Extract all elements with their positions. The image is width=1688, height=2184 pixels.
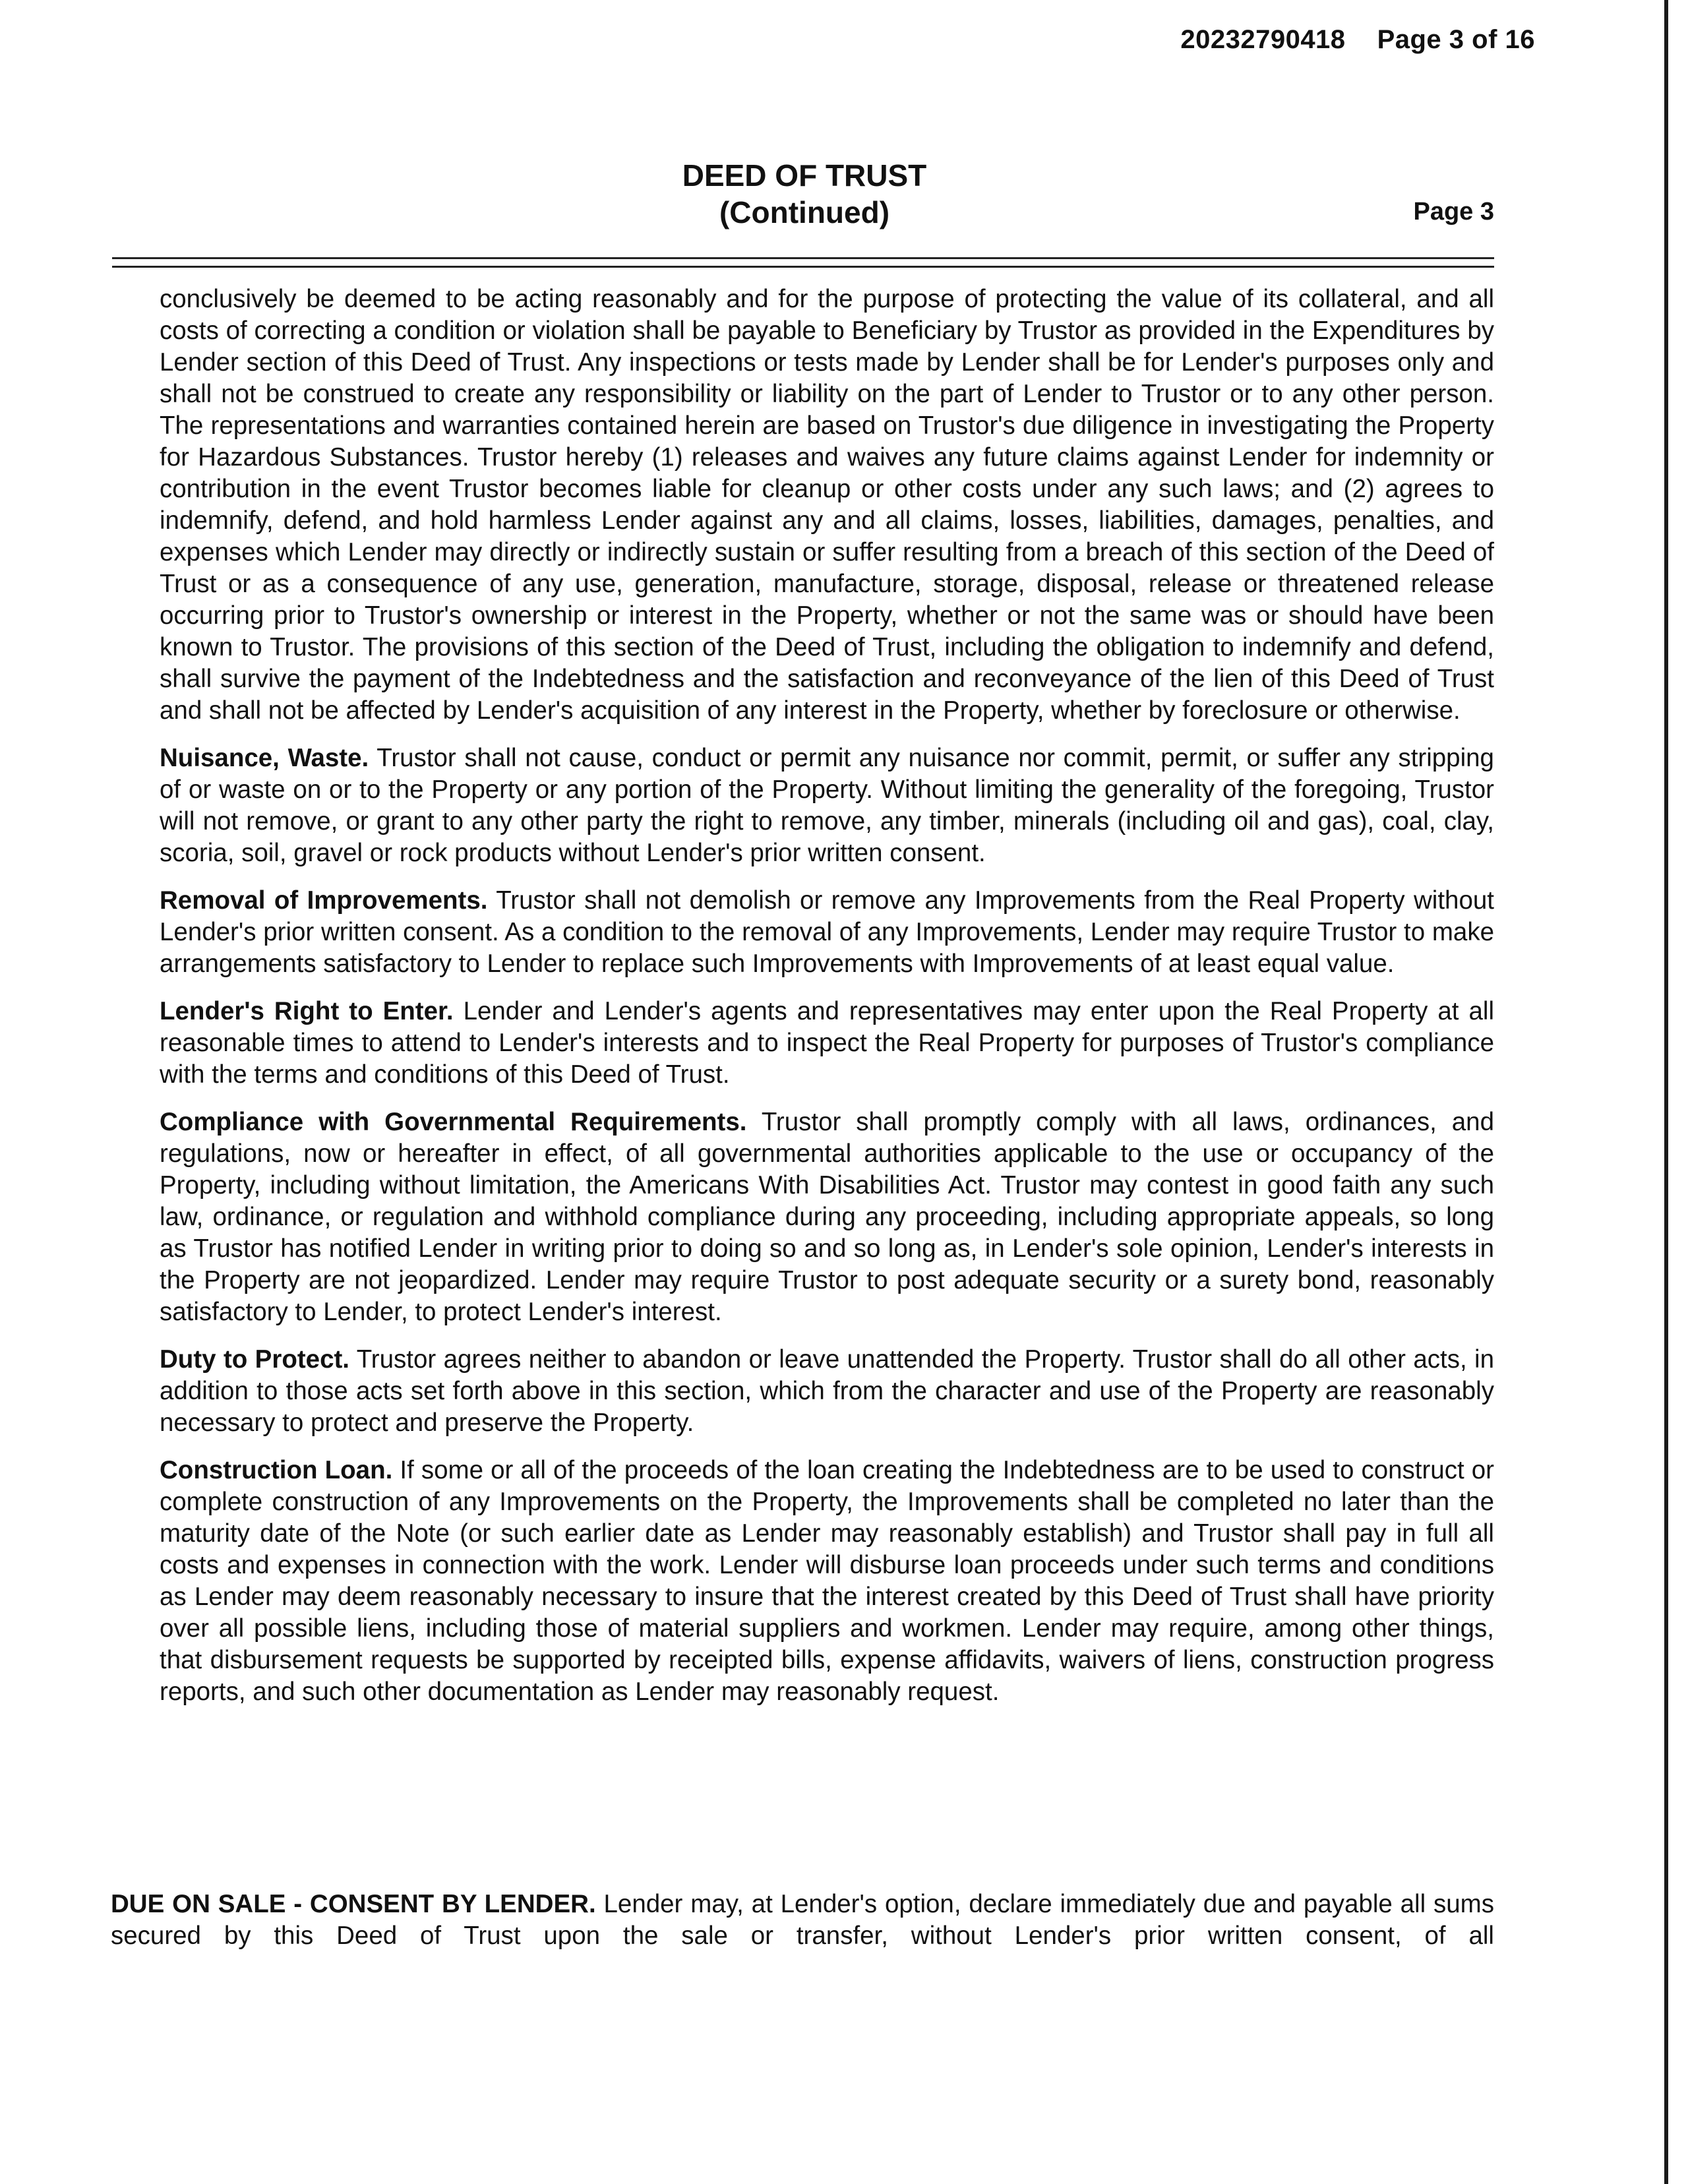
document-title: DEED OF TRUST [682, 158, 927, 193]
section-text: If some or all of the proceeds of the loan creating the Indebtedness are to be used to construct or complete construction of any Improvements on the Property, the Improvements shall be completed no later than the maturity date of the Note (or such earlier date as Lender may reasonably establish) and Trustor shall pay in full all costs and expenses in connection with the work. Lender will disburse loan proceeds under such terms and conditions as Lender may deem reasonably necessary to insure that the interest created by this Deed of Trust shall have priority over all possible liens, including those of material suppliers and workmen. Lender may require, among other things, that disbursement requests be supported by receipted bills, expense affidavits, waivers of liens, construction progress reports, and such other documentation as Lender may reasonably request. [160, 1456, 1494, 1706]
section-heading: Nuisance, Waste. [160, 744, 369, 772]
section-compliance-governmental [160, 1107, 1494, 1328]
due-on-sale-text: Lender may, at Lender's option, declare immediately due and payable all sums secured by this Deed of Trust upon the sale or transfer, without Lender's prior written consent, of all [111, 1890, 1494, 1950]
due-on-sale-heading: DUE ON SALE - CONSENT BY LENDER. [111, 1890, 596, 1918]
page-label: Page 3 [1413, 198, 1494, 226]
document-title-block [580, 157, 1029, 231]
section-text: Trustor shall not cause, conduct or permit any nuisance nor commit, permit, or suffer any stripping of or waste on or to the Property or any portion of the Property. Without limiting the generality of the foregoing, Trustor will not remove, or grant to any other party the right to remove, any timber, minerals (including oil and gas), coal, clay, scoria, soil, gravel or rock products without Lender's prior written consent. [160, 744, 1494, 867]
section-heading: Construction Loan. [160, 1456, 393, 1484]
section-text: Trustor shall promptly comply with all laws, ordinances, and regulations, now or hereafter in effect, of all governmental authorities applicable to the use or occupancy of the Property, including without limitation, the Americans With Disabilities Act. Trustor may contest in good faith any such law, ordinance, or regulation and withhold compliance during any proceeding, including appropriate appeals, so long as Trustor has notified Lender in writing prior to doing so and so long as, in Lender's sole opinion, Lender's interests in the Property are not jeopardized. Lender may require Trustor to post adequate security or a surety bond, reasonably satisfactory to Lender, to protect Lender's interest. [160, 1108, 1494, 1326]
document-number: 20232790418 [1180, 25, 1346, 54]
section-text: Trustor shall not demolish or remove any Improvements from the Real Property without Lender's prior written consent. As a condition to the removal of any Improvements, Lender may require Trustor to make arrangements satisfactory to Lender to replace such Improvements with Improvements of at least equal value. [160, 886, 1494, 978]
header-rule-top [112, 257, 1494, 259]
section-nuisance-waste [160, 743, 1494, 869]
document-body [160, 284, 1494, 1724]
section-removal-of-improvements [160, 885, 1494, 980]
scan-page-edge [1664, 0, 1668, 2184]
section-lenders-right-to-enter [160, 996, 1494, 1091]
section-heading: Compliance with Governmental Requirements. [160, 1108, 747, 1136]
section-text: Lender and Lender's agents and representatives may enter upon the Real Property at all reasonable times to attend to Lender's interests and to inspect the Real Property for purposes of Trustor's compliance with the terms and conditions of this Deed of Trust. [160, 997, 1494, 1089]
section-duty-to-protect [160, 1344, 1494, 1439]
header-rule-bottom [112, 266, 1494, 268]
section-text: Trustor agrees neither to abandon or leave unattended the Property. Trustor shall do all other acts, in addition to those acts set forth above in this section, which from the character and use of the Property are reasonably necessary to protect and preserve the Property. [160, 1345, 1494, 1437]
section-construction-loan [160, 1455, 1494, 1708]
continuation-paragraph: conclusively be deemed to be acting reasonably and for the purpose of protecting the value of its collateral, and all costs of correcting a condition or violation shall be payable to Beneficiary by Trustor as provided in the Expenditures by Lender section of this Deed of Trust. Any inspections or tests made by Lender shall be for Lender's purposes only and shall not be construed to create any responsibility or liability on the part of Lender to Trustor or to any other person. The representations and warranties contained herein are based on Trustor's due diligence in investigating the Property for Hazardous Substances. Trustor hereby (1) releases and waives any future claims against Lender for indemnity or contribution in the event Trustor becomes liable for cleanup or other costs under any such laws; and (2) agrees to indemnify, defend, and hold harmless Lender against any and all claims, losses, liabilities, damages, penalties, and expenses which Lender may directly or indirectly sustain or suffer resulting from a breach of this section of the Deed of Trust or as a consequence of any use, generation, manufacture, storage, disposal, release or threatened release occurring prior to Trustor's ownership or interest in the Property, whether or not the same was or should have been known to Trustor. The provisions of this section of the Deed of Trust, including the obligation to indemnify and defend, shall survive the payment of the Indebtedness and the satisfaction and reconveyance of the lien of this Deed of Trust and shall not be affected by Lender's acquisition of any interest in the Property, whether by foreclosure or otherwise. [160, 285, 1494, 725]
page-of-count: Page 3 of 16 [1377, 25, 1535, 54]
section-heading: Duty to Protect. [160, 1345, 350, 1374]
document-number-header [1002, 25, 1535, 55]
section-heading: Removal of Improvements. [160, 886, 488, 915]
section-due-on-sale [111, 1889, 1494, 1952]
document-subtitle: (Continued) [719, 195, 890, 229]
section-heading: Lender's Right to Enter. [160, 997, 454, 1025]
